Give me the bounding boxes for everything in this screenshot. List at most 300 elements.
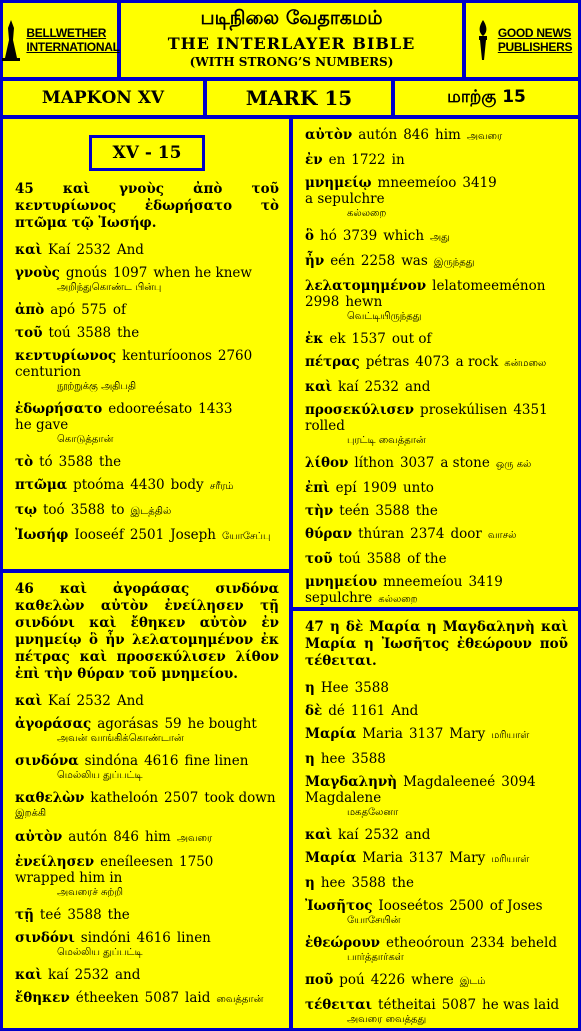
greek-word: ἀπὸ <box>15 302 45 318</box>
greek-word: Μαρία <box>305 850 357 866</box>
transliteration: tó <box>39 454 53 470</box>
word-entry <box>15 401 279 447</box>
word-entry-line <box>305 379 568 395</box>
strong-number: 2374 <box>410 526 445 542</box>
word-entry <box>15 265 279 295</box>
transliteration: kaí <box>48 967 69 983</box>
word-entry <box>15 854 279 900</box>
english-gloss: linen <box>176 930 211 946</box>
word-entry-line <box>305 331 568 347</box>
greek-word: η <box>305 680 315 696</box>
strong-number: 2501 <box>129 527 165 543</box>
word-entry-line <box>15 325 279 341</box>
greek-word: ἐπὶ <box>305 480 330 496</box>
english-gloss: beheld <box>510 935 557 951</box>
greek-word: δὲ <box>305 703 323 719</box>
english-title: THE INTERLAYER BIBLE <box>167 34 416 53</box>
greek-word: θύραν <box>305 526 353 542</box>
tamil-gloss: யோசேயின் <box>347 915 401 926</box>
strong-number: 1097 <box>112 265 148 281</box>
greek-word: Μαρία <box>305 726 357 742</box>
english-gloss: he was laid <box>482 997 560 1013</box>
verse-46-panel <box>3 573 289 1028</box>
word-entry <box>305 228 568 246</box>
word-entry-line <box>305 228 568 246</box>
tamil-gloss: அவரை <box>466 131 503 142</box>
word-entry-line <box>15 967 279 983</box>
tamil-gloss: வைத்தான் <box>216 994 264 1005</box>
word-entry-line <box>305 774 568 806</box>
tamil-gloss: அவரை <box>176 833 213 844</box>
word-entry-line <box>305 751 568 767</box>
transliteration: ek <box>329 331 346 347</box>
strong-number: 2500 <box>449 898 484 914</box>
transliteration: Kaí <box>48 242 71 258</box>
english-gloss: a rock <box>455 354 499 370</box>
transliteration: tétheitai <box>378 997 436 1013</box>
word-entry-line <box>15 829 279 847</box>
tamil-gloss: இடத்தில் <box>130 506 172 517</box>
english-gloss: fine linen <box>184 753 249 769</box>
word-entry <box>305 726 568 744</box>
word-entry-line <box>305 402 568 434</box>
greek-word: ὃ <box>305 228 315 244</box>
transliteration: poú <box>339 972 365 988</box>
tamil-gloss: அது <box>430 232 450 243</box>
word-entry <box>305 875 568 891</box>
word-entry <box>15 990 279 1008</box>
transliteration: Hee <box>320 680 349 696</box>
transliteration: toú <box>338 551 361 567</box>
english-book-text: MARK 15 <box>245 86 353 110</box>
english-gloss: of <box>112 302 127 318</box>
transliteration: Maria <box>362 726 403 742</box>
verse-47-panel <box>293 611 578 1028</box>
english-gloss: and <box>404 379 431 395</box>
transliteration: sindóna <box>84 753 139 769</box>
transliteration: Kaí <box>48 693 71 709</box>
greek-word: καὶ <box>15 242 43 258</box>
title-block <box>121 3 462 77</box>
transliteration: kaí <box>338 379 359 395</box>
word-entry <box>305 278 568 324</box>
english-gloss: and <box>404 827 431 843</box>
strong-number: 3137 <box>408 850 444 866</box>
word-entry <box>305 379 568 395</box>
strong-number: 3588 <box>67 907 102 923</box>
strong-number: 1161 <box>350 703 386 719</box>
greek-word: τοῦ <box>305 551 333 567</box>
transliteration: lelatomeeménon <box>432 278 546 294</box>
strong-number: 4616 <box>144 753 179 769</box>
word-entry-line <box>305 127 568 145</box>
tamil-gloss: நூற்றுக்கு அதிபதி <box>57 381 137 392</box>
transliteration: gnoús <box>65 265 107 281</box>
english-gloss: and <box>114 967 141 983</box>
transliteration: hó <box>320 228 337 244</box>
word-entry <box>305 480 568 496</box>
word-entry <box>305 997 568 1027</box>
left-logo-line-1: BELLWETHER <box>26 26 107 40</box>
word-entry-line <box>15 907 279 923</box>
strong-number: 2760 <box>217 348 253 364</box>
greek-word: σινδόνι <box>15 930 75 946</box>
word-entry-line <box>305 574 568 608</box>
word-entry-line <box>305 680 568 696</box>
transliteration: hee <box>320 751 346 767</box>
word-entry <box>305 354 568 372</box>
strong-number: 2532 <box>364 379 399 395</box>
greek-word: μνημείῳ <box>305 175 372 191</box>
word-entry <box>15 242 279 258</box>
transliteration: étheeken <box>75 990 139 1006</box>
greek-word: γνοὺς <box>15 265 60 281</box>
transliteration: mneemeíoo <box>377 175 457 191</box>
strong-number: 3739 <box>342 228 378 244</box>
english-gloss: of the <box>407 551 447 567</box>
subtitle: (WITH STRONG’S NUMBERS) <box>189 55 394 69</box>
verse-46-continued-panel <box>293 119 578 607</box>
tamil-gloss: வெட்டியிருந்தது <box>347 311 422 322</box>
tamil-gloss: புரட்டி வைத்தான் <box>347 435 426 446</box>
word-entry-line <box>15 401 279 433</box>
transliteration: teén <box>339 503 370 519</box>
greek-word: αὐτὸν <box>305 127 353 143</box>
word-entry <box>305 850 568 868</box>
english-gloss: wrapped him in <box>15 870 123 886</box>
word-entry <box>305 455 568 473</box>
greek-word: ἀγοράσας <box>15 716 92 732</box>
word-entry <box>305 551 568 567</box>
greek-word: αὐτὸν <box>15 829 63 845</box>
greek-word: καὶ <box>15 967 43 983</box>
transliteration: en <box>328 152 346 168</box>
tamil-gloss: ஒரு கல் <box>495 459 532 470</box>
english-gloss: And <box>116 242 144 258</box>
strong-number: 1433 <box>198 401 233 417</box>
strong-number: 1909 <box>362 480 397 496</box>
verse-46-continued-entries <box>305 127 568 608</box>
verse-45-text: 45 καὶ γνοὺς ἀπὸ τοῦ κεντυρίωνος ἐδωρήσατο τὸ πτῶμα τῷ Ἰωσήφ. <box>15 181 279 231</box>
strong-number: 4073 <box>415 354 450 370</box>
word-entry <box>15 502 279 520</box>
strong-number: 1722 <box>351 152 386 168</box>
transliteration: toó <box>42 502 65 518</box>
english-gloss: laid <box>185 990 211 1006</box>
word-entry-line <box>305 935 568 951</box>
word-entry <box>15 527 279 545</box>
greek-word: τῳ <box>15 502 37 518</box>
english-gloss: took down <box>204 790 276 806</box>
transliteration: autón <box>68 829 108 845</box>
word-entry-line <box>305 551 568 567</box>
tamil-gloss: வாசல் <box>487 530 517 541</box>
word-entry <box>305 331 568 347</box>
word-entry-line <box>15 753 279 769</box>
greek-word: Μαγδαληνὴ <box>305 774 398 790</box>
transliteration: Iooseéf <box>74 527 124 543</box>
transliteration: líthon <box>354 455 394 471</box>
tamil-gloss: பார்த்தார்கள் <box>347 952 404 963</box>
verse-46-text: 46 καὶ ἀγοράσας σινδόνα καθελὼν αὐτὸν ἐνείλησεν τῇ σινδόνι καὶ ἔθηκεν αὐτὸν ἐν μνημείῳ ὃ ἦν λελατομημένον ἐκ πέτρας καὶ προσεκύλισεν λίθον ἐπὶ τὴν θύραν τοῦ μνημείου. <box>15 581 279 682</box>
word-entry <box>15 907 279 923</box>
tamil-gloss: கல்லறை <box>378 594 418 605</box>
tamil-gloss: அவரை வைத்தது <box>347 1014 427 1025</box>
greek-word: ἐν <box>305 152 323 168</box>
word-entry-line <box>15 477 279 495</box>
english-gloss: which <box>383 228 425 244</box>
word-entry <box>305 127 568 145</box>
chapter-badge: XV - 15 <box>89 135 205 171</box>
english-gloss: he bought <box>187 716 257 732</box>
english-gloss: the <box>99 454 122 470</box>
transliteration: edooreésato <box>108 401 193 417</box>
word-entry-line <box>305 526 568 544</box>
verse-45-entries <box>15 242 279 545</box>
english-gloss: the <box>415 503 438 519</box>
english-gloss: to <box>110 502 125 518</box>
greek-word: πτῶμα <box>15 477 68 493</box>
transliteration: teé <box>39 907 62 923</box>
strong-number: 2998 <box>305 294 340 310</box>
greek-word: τέθειται <box>305 997 373 1013</box>
word-entry <box>305 751 568 767</box>
greek-book-label <box>3 81 203 115</box>
strong-number: 3419 <box>462 175 497 191</box>
right-logo-line-2: PUBLISHERS <box>497 40 573 54</box>
greek-word: καὶ <box>15 693 43 709</box>
tamil-gloss: இடம் <box>459 976 486 987</box>
greek-word: Ἰωσήφ <box>15 527 69 543</box>
greek-word: πέτρας <box>305 354 360 370</box>
word-entry <box>305 898 568 928</box>
transliteration: sindóni <box>80 930 131 946</box>
english-gloss: And <box>391 703 419 719</box>
word-entry <box>305 175 568 221</box>
publisher-logo-left <box>3 3 120 77</box>
word-entry-line <box>305 972 568 990</box>
word-entry-line <box>305 875 568 891</box>
english-gloss: door <box>450 526 482 542</box>
transliteration: Maria <box>362 850 403 866</box>
english-gloss: him <box>435 127 461 143</box>
strong-number: 3588 <box>375 503 410 519</box>
word-entry <box>15 477 279 495</box>
word-entry <box>305 253 568 271</box>
transliteration: prosekúlisen <box>420 402 508 418</box>
strong-number: 2507 <box>164 790 199 806</box>
word-entry-line <box>15 265 279 281</box>
english-gloss: Mary <box>449 850 486 866</box>
greek-word: καὶ <box>305 379 333 395</box>
english-gloss: the <box>391 875 414 891</box>
word-entry-line <box>305 354 568 372</box>
word-entry <box>305 827 568 843</box>
strong-number: 2258 <box>360 253 396 269</box>
english-gloss: Mary <box>449 726 486 742</box>
word-entry-line <box>305 480 568 496</box>
greek-word: ποῦ <box>305 972 334 988</box>
word-entry-line <box>305 827 568 843</box>
english-gloss: in <box>391 152 405 168</box>
word-entry-line <box>305 850 568 868</box>
tamil-gloss: மரியாள் <box>491 854 530 865</box>
english-gloss: where <box>411 972 454 988</box>
tamil-gloss: அறிந்துகொண்ட பின்பு <box>57 282 162 293</box>
english-gloss: the <box>117 325 140 341</box>
strong-number: 3419 <box>468 574 503 590</box>
transliteration: epí <box>335 480 357 496</box>
transliteration: hee <box>320 875 346 891</box>
publisher-logo-right <box>466 3 578 77</box>
transliteration: thúran <box>358 526 405 542</box>
strong-number: 4226 <box>370 972 406 988</box>
strong-number: 2532 <box>76 242 111 258</box>
english-gloss: a sepulchre <box>305 191 385 207</box>
word-entry-line <box>15 716 279 732</box>
word-entry <box>15 716 279 746</box>
strong-number: 3588 <box>76 325 112 341</box>
word-entry <box>15 454 279 470</box>
strong-number: 3037 <box>399 455 435 471</box>
word-entry <box>305 703 568 719</box>
transliteration: pétras <box>365 354 410 370</box>
strong-number: 59 <box>164 716 182 732</box>
word-entry-line <box>305 253 568 271</box>
word-entry <box>15 325 279 341</box>
greek-word: τὴν <box>305 503 334 519</box>
word-entry <box>15 967 279 983</box>
word-entry <box>305 935 568 965</box>
english-gloss: out of <box>391 331 432 347</box>
bellwether-sheep-icon <box>0 18 22 62</box>
transliteration: etheoóroun <box>386 935 465 951</box>
transliteration: eén <box>330 253 355 269</box>
strong-number: 1537 <box>351 331 386 347</box>
strong-number: 4351 <box>513 402 548 418</box>
greek-word: λίθον <box>305 455 349 471</box>
greek-word: ἐδωρήσατο <box>15 401 103 417</box>
english-gloss: Magdalene <box>305 790 382 806</box>
greek-word: η <box>305 751 315 767</box>
greek-word: Ἰωσῆτος <box>305 898 373 914</box>
english-gloss: he gave <box>15 417 69 433</box>
english-gloss: a stone <box>440 455 490 471</box>
word-entry <box>305 526 568 544</box>
english-gloss: the <box>107 907 130 923</box>
english-gloss: hewn <box>345 294 383 310</box>
english-book-label <box>207 81 391 115</box>
strong-number: 3588 <box>354 680 389 696</box>
greek-word: μνημείου <box>305 574 378 590</box>
verse-45-panel <box>3 119 289 569</box>
transliteration: Iooseétos <box>378 898 444 914</box>
tamil-gloss: மெல்லிய துப்பட்டி <box>57 947 143 958</box>
tamil-gloss: மகதலேனா <box>347 807 399 818</box>
tamil-gloss: இருந்தது <box>433 257 475 268</box>
word-entry <box>15 829 279 847</box>
transliteration: apó <box>50 302 76 318</box>
strong-number: 3094 <box>501 774 536 790</box>
english-gloss: sepulchre <box>305 590 373 606</box>
strong-number: 5087 <box>144 990 180 1006</box>
greek-word: ἐνείλησεν <box>15 854 95 870</box>
word-entry-line <box>305 997 568 1013</box>
transliteration: ptoóma <box>73 477 125 493</box>
tamil-gloss: சரீரம் <box>209 481 234 492</box>
word-entry-line <box>15 790 279 822</box>
tamil-gloss: கல்லறை <box>347 208 387 219</box>
english-gloss: when he knew <box>153 265 252 281</box>
strong-number: 3588 <box>366 551 402 567</box>
english-gloss: him <box>145 829 171 845</box>
word-entry-line <box>15 242 279 258</box>
right-logo-line-1: GOOD NEWS <box>497 26 572 40</box>
word-entry-line <box>15 348 279 380</box>
greek-word: προσεκύλισεν <box>305 402 415 418</box>
transliteration: kenturíoonos <box>122 348 212 364</box>
strong-number: 1750 <box>179 854 214 870</box>
transliteration: toú <box>48 325 71 341</box>
greek-word: τῇ <box>15 907 34 923</box>
strong-number: 846 <box>113 829 139 845</box>
tamil-gloss: கன்மலை <box>504 358 547 369</box>
english-gloss: rolled <box>305 418 345 434</box>
word-entry <box>15 348 279 394</box>
word-entry <box>305 503 568 519</box>
english-gloss: And <box>116 693 144 709</box>
word-entry <box>305 972 568 990</box>
greek-word: ἔθηκεν <box>15 990 70 1006</box>
transliteration: mneemeíou <box>383 574 463 590</box>
verse-47-entries <box>305 680 568 1027</box>
word-entry <box>15 930 279 960</box>
tamil-book-label <box>395 81 578 115</box>
word-entry <box>305 574 568 608</box>
english-gloss: of Joses <box>489 898 543 914</box>
word-entry-line <box>305 726 568 744</box>
word-entry-line <box>305 703 568 719</box>
strong-number: 846 <box>403 127 429 143</box>
word-entry-line <box>15 990 279 1008</box>
greek-word: σινδόνα <box>15 753 79 769</box>
word-entry-line <box>15 930 279 946</box>
greek-book-text: ΜΑΡΚΟΝ XV <box>41 88 165 108</box>
word-entry-line <box>15 854 279 886</box>
greek-word: η <box>305 875 315 891</box>
strong-number: 2532 <box>74 967 109 983</box>
strong-number: 3588 <box>58 454 94 470</box>
tamil-gloss: இறக்கி <box>15 808 47 819</box>
strong-number: 2532 <box>364 827 399 843</box>
greek-word: ἐθεώρουν <box>305 935 380 951</box>
tamil-gloss: அவன் வாங்கிக்கொண்டான் <box>57 733 184 744</box>
greek-word: λελατομημένον <box>305 278 427 294</box>
word-entry <box>15 790 279 822</box>
word-entry-line <box>15 502 279 520</box>
strong-number: 4616 <box>136 930 171 946</box>
tamil-title: படிநிலை வேதாகமம் <box>200 7 383 29</box>
greek-word: ἐκ <box>305 331 324 347</box>
tamil-book-text: மாற்கு 15 <box>447 87 526 107</box>
transliteration: dé <box>328 703 345 719</box>
greek-word: καθελὼν <box>15 790 85 806</box>
word-entry-line <box>15 527 279 545</box>
transliteration: Magdaleeneé <box>403 774 496 790</box>
word-entry <box>305 774 568 820</box>
word-entry <box>305 680 568 696</box>
english-gloss: body <box>170 477 204 493</box>
